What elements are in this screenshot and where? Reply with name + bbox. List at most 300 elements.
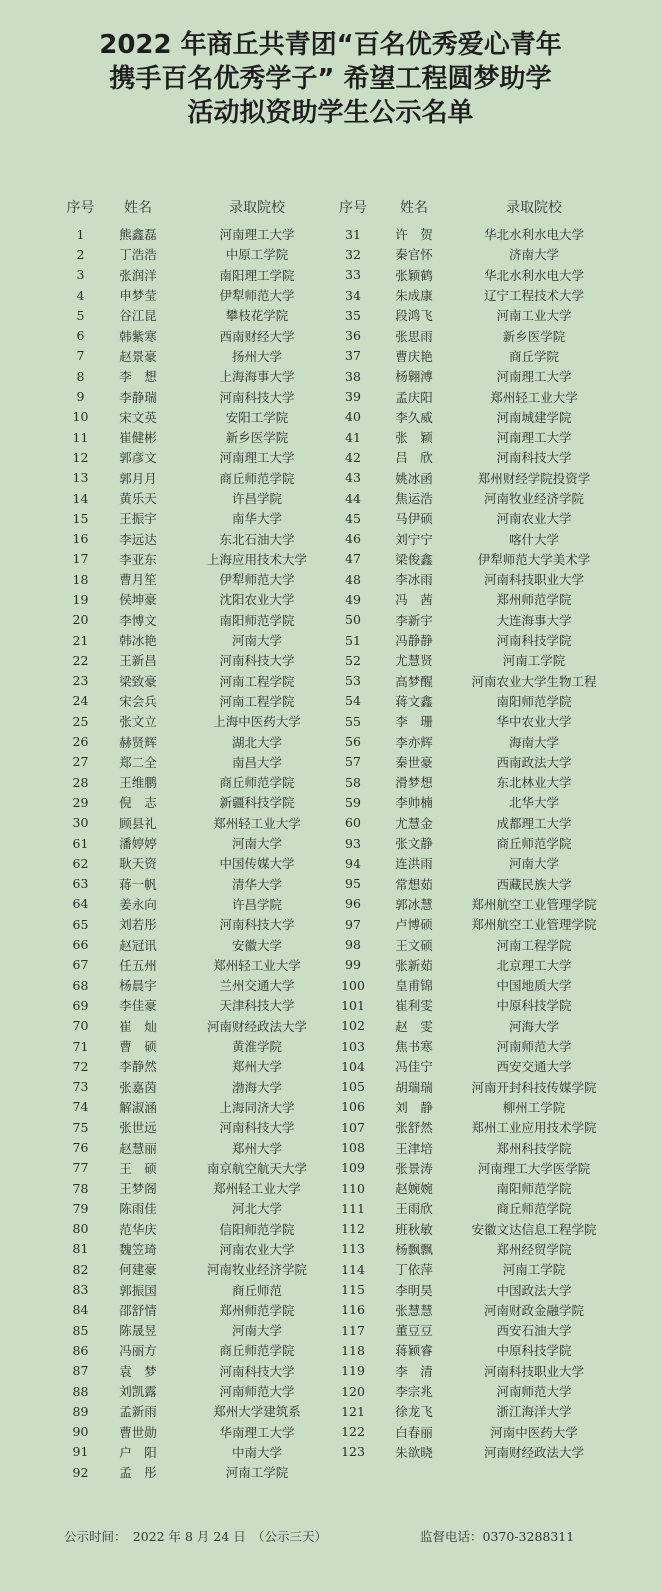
student-name: 郭月月: [119, 470, 157, 486]
student-name: 孟新雨: [119, 1404, 157, 1420]
student-name: 朱成康: [395, 288, 433, 304]
admitted-school: 河南大学: [231, 836, 282, 852]
student-name: 秦世豪: [395, 754, 433, 770]
table-row: [327, 1401, 619, 1421]
table-row: [58, 447, 341, 467]
header-name: 姓名: [400, 200, 428, 216]
supervision-phone: 监督电话：0370-3288311: [420, 1529, 575, 1544]
table-row: [58, 1198, 341, 1218]
table-row: [58, 305, 341, 325]
row-num: 7: [76, 348, 85, 364]
table-row: [58, 1259, 341, 1279]
admitted-school: 河南工程学院: [496, 937, 572, 953]
student-name: 张舒然: [395, 1120, 433, 1136]
student-name: 赵婉婉: [395, 1181, 433, 1197]
row-num: 77: [72, 1160, 89, 1176]
row-num: 90: [72, 1424, 89, 1440]
right-table-header: [327, 196, 619, 218]
table-row: [58, 711, 341, 731]
admitted-school: 安徽大学: [231, 937, 282, 953]
table-row: [327, 488, 619, 508]
row-num: 42: [345, 449, 361, 465]
row-num: 52: [345, 652, 361, 668]
table-row: [327, 366, 619, 386]
row-num: 83: [72, 1282, 89, 1298]
row-num: 21: [72, 632, 89, 648]
table-row: [58, 1239, 341, 1259]
student-name: 常想茹: [395, 876, 433, 892]
row-num: 93: [345, 835, 361, 851]
table-row: [327, 955, 619, 975]
student-name: 张慧慧: [395, 1302, 433, 1318]
row-num: 76: [72, 1140, 89, 1155]
admitted-school: 辽宁工程技术大学: [483, 288, 584, 304]
table-row: [58, 874, 341, 894]
table-row: [58, 975, 341, 995]
header-school: 录取院校: [506, 200, 562, 216]
row-num: 3: [76, 267, 85, 283]
admitted-school: 南京航空航天大学: [206, 1160, 307, 1176]
table-row: [58, 772, 341, 792]
table-row: [327, 894, 619, 914]
student-name: 侯坤豪: [119, 592, 157, 608]
student-name: 魏笠琦: [119, 1241, 157, 1257]
table-row: [58, 1016, 341, 1036]
row-num: 73: [72, 1079, 89, 1095]
student-name: 董豆豆: [395, 1323, 433, 1339]
row-num: 123: [341, 1444, 365, 1460]
student-name: 丁依萍: [395, 1262, 433, 1278]
table-row: [58, 995, 341, 1015]
row-num: 1: [76, 226, 85, 242]
table-row: [327, 1158, 619, 1178]
student-name: 宋会兵: [119, 693, 157, 709]
admitted-school: 清华大学: [231, 876, 282, 892]
table-row: [58, 1381, 341, 1401]
table-row: [327, 265, 619, 285]
admitted-school: 河南城建学院: [496, 409, 572, 425]
table-row: [327, 853, 619, 873]
row-num: 50: [345, 612, 361, 628]
admitted-school: 河南理工大学: [496, 369, 572, 385]
admitted-school: 兰州交通大学: [219, 978, 295, 994]
admitted-school: 沈阳农业大学: [219, 592, 295, 608]
admitted-school: 中国传媒大学: [219, 856, 295, 872]
student-name: 赵冠讯: [119, 937, 157, 953]
table-row: [327, 813, 619, 833]
student-name: 曹庆艳: [395, 348, 433, 364]
student-name: 李亦辉: [395, 734, 433, 750]
row-num: 111: [341, 1200, 365, 1216]
table-row: [327, 1137, 619, 1157]
row-num: 67: [72, 957, 89, 973]
row-num: 66: [72, 937, 89, 953]
table-row: [327, 1320, 619, 1340]
row-num: 99: [345, 957, 361, 973]
table-row: [327, 995, 619, 1015]
admitted-school: 河南大学: [508, 856, 559, 872]
student-name: 王雨欣: [395, 1201, 433, 1217]
row-num: 117: [341, 1322, 365, 1338]
student-name: 崔健彬: [119, 430, 157, 446]
table-row: [58, 1097, 341, 1117]
row-num: 105: [341, 1079, 365, 1095]
row-num: 22: [72, 652, 89, 668]
row-num: 20: [72, 612, 89, 628]
row-num: 31: [345, 226, 361, 242]
table-row: [327, 1340, 619, 1360]
student-name: 李 清: [395, 1363, 433, 1379]
table-row: [327, 833, 619, 853]
student-name: 熊鑫磊: [119, 227, 157, 243]
student-name: 杨晨宇: [119, 978, 157, 994]
admitted-school: 济南大学: [508, 247, 559, 263]
row-num: 23: [72, 673, 89, 689]
table-row: [327, 792, 619, 812]
table-row: [327, 244, 619, 264]
row-num: 64: [72, 896, 89, 912]
table-row: [327, 1422, 619, 1442]
admitted-school: 河南科技大学: [219, 1120, 295, 1136]
table-row: [58, 1442, 341, 1462]
row-num: 114: [341, 1261, 365, 1277]
student-name: 王维鹏: [119, 775, 157, 791]
row-num: 103: [341, 1038, 365, 1054]
table-row: [327, 427, 619, 447]
row-num: 62: [72, 855, 89, 871]
student-name: 袁 梦: [119, 1363, 157, 1379]
student-name: 焦运浩: [395, 491, 433, 506]
student-name: 尤慧金: [395, 815, 433, 831]
table-row: [327, 772, 619, 792]
student-name: 张润洋: [119, 267, 157, 283]
student-name: 刘凯露: [119, 1384, 157, 1400]
row-num: 60: [345, 815, 361, 831]
table-row: [327, 1239, 619, 1259]
admitted-school: 河南工学院: [502, 1262, 566, 1278]
admitted-school: 河南理工大学: [496, 430, 572, 446]
row-num: 14: [72, 490, 89, 506]
table-row: [327, 407, 619, 427]
table-row: [58, 488, 341, 508]
admitted-school: 河北大学: [231, 1201, 282, 1217]
admitted-school: 攀枝花学院: [225, 308, 289, 324]
table-row: [58, 752, 341, 772]
row-num: 5: [76, 307, 85, 323]
admitted-school: 中南大学: [231, 1444, 282, 1460]
table-row: [58, 1137, 341, 1157]
table-row: [58, 1117, 341, 1137]
admitted-school: 郑州科技学院: [496, 1140, 572, 1156]
admitted-school: 河南开封科技传媒学院: [471, 1079, 597, 1095]
row-num: 121: [341, 1403, 365, 1419]
table-row: [327, 325, 619, 345]
title-line-3: 活动拟资助学生公示名单: [187, 98, 474, 128]
table-row: [327, 650, 619, 670]
table-row: [58, 731, 341, 751]
admitted-school: 郑州轻工业大学: [213, 815, 301, 831]
student-name: 张颖鹤: [395, 267, 433, 283]
table-row: [58, 853, 341, 873]
student-name: 段鸿飞: [395, 308, 433, 324]
student-name: 姚冰函: [395, 470, 433, 486]
table-row: [58, 792, 341, 812]
admitted-school: 商丘师范学院: [496, 1201, 572, 1217]
row-num: 100: [341, 977, 365, 993]
admitted-school: 郑州轻工业大学: [213, 1181, 301, 1197]
row-num: 16: [72, 531, 89, 547]
student-name: 李帅楠: [395, 795, 433, 811]
table-row: [327, 508, 619, 528]
row-num: 53: [345, 673, 361, 689]
table-row: [327, 752, 619, 772]
student-name: 皇甫锦: [395, 978, 433, 994]
student-name: 姜永向: [119, 896, 157, 912]
table-row: [327, 1219, 619, 1239]
row-num: 112: [341, 1221, 365, 1237]
student-name: 潘婷婷: [119, 836, 157, 852]
admitted-school: 东北林业大学: [496, 775, 572, 791]
row-num: 25: [72, 713, 89, 729]
admitted-school: 上海同济大学: [219, 1099, 295, 1115]
row-num: 95: [345, 876, 361, 892]
student-name: 冯 茜: [395, 592, 433, 608]
student-name: 李明昊: [395, 1282, 433, 1298]
admitted-school: 河南工学院: [225, 1465, 289, 1481]
row-num: 115: [341, 1282, 365, 1298]
table-row: [327, 1259, 619, 1279]
admitted-school: 南阳师范学院: [496, 1181, 572, 1197]
admitted-school: 郑州轻工业大学: [490, 389, 578, 405]
student-name: 申梦莹: [119, 288, 157, 304]
admitted-school: 伊犁师范大学: [219, 572, 295, 588]
student-name: 丁浩浩: [119, 247, 157, 263]
admitted-school: 浙江海洋大学: [496, 1404, 572, 1420]
student-name: 连洪雨: [395, 856, 433, 872]
admitted-school: 西安石油大学: [496, 1323, 572, 1339]
student-name: 曹 硕: [119, 1039, 157, 1055]
table-row: [58, 1320, 341, 1340]
student-name: 宋文英: [119, 409, 157, 425]
admitted-school: 河南农业大学: [496, 511, 572, 527]
row-num: 71: [72, 1038, 89, 1054]
table-row: [327, 1076, 619, 1096]
admitted-school: 许昌学院: [231, 491, 282, 506]
admitted-school: 商丘师范学院: [496, 836, 572, 852]
student-name: 陈雨佳: [119, 1201, 157, 1217]
student-name: 徐龙飞: [395, 1404, 433, 1420]
admitted-school: 渤海大学: [231, 1079, 282, 1095]
row-num: 91: [72, 1444, 89, 1460]
table-row: [58, 1219, 341, 1239]
row-num: 92: [72, 1464, 89, 1480]
row-num: 29: [72, 794, 89, 810]
admitted-school: 海南大学: [508, 734, 559, 750]
student-name: 李远达: [119, 531, 157, 547]
table-row: [327, 1442, 619, 1462]
header-num: 序号: [339, 200, 367, 216]
row-num: 118: [341, 1342, 365, 1358]
admitted-school: 郑州航空工业管理学院: [471, 917, 597, 933]
student-name: 白春丽: [395, 1424, 433, 1440]
row-num: 74: [72, 1099, 89, 1115]
admitted-school: 河南工业大学: [496, 308, 572, 324]
admitted-school: 新乡医学院: [225, 430, 289, 446]
table-row: [327, 914, 619, 934]
row-num: 46: [345, 531, 361, 547]
row-num: 26: [72, 734, 89, 750]
row-num: 9: [76, 389, 85, 405]
table-row: [58, 244, 341, 264]
table-row: [327, 1198, 619, 1218]
table-row: [58, 934, 341, 954]
table-row: [327, 589, 619, 609]
student-name: 胡瑞瑞: [395, 1079, 433, 1095]
table-row: [58, 224, 341, 244]
table-row: [58, 427, 341, 447]
row-num: 30: [72, 815, 89, 831]
student-name: 曹月笙: [119, 572, 157, 588]
admitted-school: 河南工程学院: [219, 673, 295, 689]
row-num: 68: [72, 977, 89, 993]
table-row: [327, 1056, 619, 1076]
table-row: [327, 1036, 619, 1056]
row-num: 36: [345, 328, 361, 344]
table-row: [58, 894, 341, 914]
row-num: 61: [72, 835, 89, 851]
table-row: [58, 366, 341, 386]
student-name: 曹世勋: [119, 1424, 157, 1440]
admitted-school: 北华大学: [508, 795, 559, 811]
row-num: 85: [72, 1322, 89, 1338]
admitted-school: 华北水利水电大学: [483, 227, 584, 243]
table-row: [327, 447, 619, 467]
table-row: [58, 325, 341, 345]
admitted-school: 南阳理工学院: [219, 267, 295, 283]
admitted-school: 河南牧业经济学院: [483, 491, 584, 506]
student-name: 李新宇: [395, 612, 433, 628]
row-num: 18: [72, 571, 89, 587]
row-num: 81: [72, 1241, 89, 1257]
student-name: 马伊硕: [395, 511, 433, 527]
row-num: 65: [72, 916, 89, 932]
admitted-school: 安阳工学院: [225, 409, 289, 425]
table-row: [58, 528, 341, 548]
student-name: 高梦醒: [395, 673, 433, 689]
table-row: [58, 610, 341, 630]
admitted-school: 天津科技大学: [219, 998, 295, 1014]
row-num: 4: [76, 287, 85, 303]
student-name: 刘 静: [395, 1099, 433, 1115]
student-name: 任五州: [119, 957, 157, 973]
header-school: 录取院校: [229, 200, 285, 216]
table-row: [58, 1076, 341, 1096]
admitted-school: 湖北大学: [231, 734, 282, 750]
table-row: [327, 468, 619, 488]
student-name: 尤慧贤: [395, 653, 433, 669]
admitted-school: 河南师范大学: [496, 1039, 572, 1055]
student-name: 李静瑞: [119, 389, 157, 405]
student-name: 孟庆阳: [395, 389, 433, 405]
admitted-school: 河南工程学院: [219, 693, 295, 709]
admitted-school: 西藏民族大学: [496, 876, 572, 892]
header-num: 序号: [66, 200, 95, 216]
admitted-school: 商丘师范学院: [219, 775, 295, 791]
row-num: 78: [72, 1180, 89, 1196]
admitted-school: 安徽文达信息工程学院: [471, 1221, 597, 1237]
student-name: 蒋文鑫: [395, 693, 433, 709]
admitted-school: 河南师范大学: [219, 1384, 295, 1400]
row-num: 97: [345, 916, 361, 932]
student-name: 黄乐天: [119, 491, 157, 506]
admitted-school: 河南财经政法大学: [206, 1018, 307, 1034]
student-name: 李宗兆: [395, 1384, 433, 1400]
student-name: 蒋颖睿: [395, 1343, 433, 1359]
row-num: 54: [345, 693, 361, 709]
row-num: 34: [345, 287, 361, 303]
admitted-school: 河南师范大学: [496, 1384, 572, 1400]
left-table: [58, 196, 341, 1482]
student-name: 杨飘飘: [395, 1241, 433, 1257]
student-name: 郭冰慧: [395, 896, 433, 912]
admitted-school: 柳州工学院: [502, 1099, 566, 1115]
student-name: 张文立: [119, 714, 157, 730]
row-num: 113: [341, 1241, 365, 1257]
student-name: 王 硕: [119, 1160, 157, 1176]
student-name: 梁俊鑫: [395, 551, 433, 567]
student-name: 郭振国: [119, 1282, 157, 1298]
row-num: 47: [345, 551, 361, 567]
admitted-school: 郑州航空工业管理学院: [471, 896, 597, 912]
admitted-school: 大连海事大学: [496, 612, 572, 628]
admitted-school: 河南理工大学: [219, 227, 295, 243]
admitted-school: 上海中医药大学: [213, 714, 301, 730]
admitted-school: 华南理工大学: [219, 1424, 295, 1440]
student-name: 李 珊: [395, 714, 433, 730]
admitted-school: 华中农业大学: [496, 714, 572, 730]
admitted-school: 河南科技职业大学: [483, 572, 584, 588]
table-row: [58, 650, 341, 670]
table-row: [58, 1300, 341, 1320]
row-num: 41: [345, 429, 361, 445]
row-num: 45: [345, 510, 361, 526]
student-name: 朱欲晓: [395, 1444, 433, 1460]
table-row: [327, 1097, 619, 1117]
admitted-school: 河南科技大学: [496, 450, 572, 466]
row-num: 75: [72, 1119, 89, 1135]
table-row: [58, 691, 341, 711]
admitted-school: 上海海事大学: [219, 369, 295, 385]
row-num: 101: [341, 997, 365, 1013]
row-num: 94: [345, 855, 361, 871]
admitted-school: 郑州轻工业大学: [213, 957, 301, 973]
title-line-2: 携手百名优秀学子” 希望工程圆梦助学: [109, 64, 552, 94]
table-row: [58, 549, 341, 569]
row-num: 13: [72, 470, 89, 486]
row-num: 86: [72, 1342, 89, 1358]
admitted-school: 商丘师范: [231, 1282, 282, 1298]
admitted-school: 北京理工大学: [496, 957, 572, 973]
student-name: 张文静: [395, 836, 433, 852]
table-row: [327, 346, 619, 366]
admitted-school: 南华大学: [231, 511, 282, 527]
student-name: 张思雨: [395, 328, 433, 344]
student-name: 冯丽方: [119, 1343, 157, 1359]
document-title: [0, 28, 661, 130]
row-num: 87: [72, 1363, 89, 1379]
table-row: [327, 630, 619, 650]
student-name: 李博文: [119, 612, 157, 628]
